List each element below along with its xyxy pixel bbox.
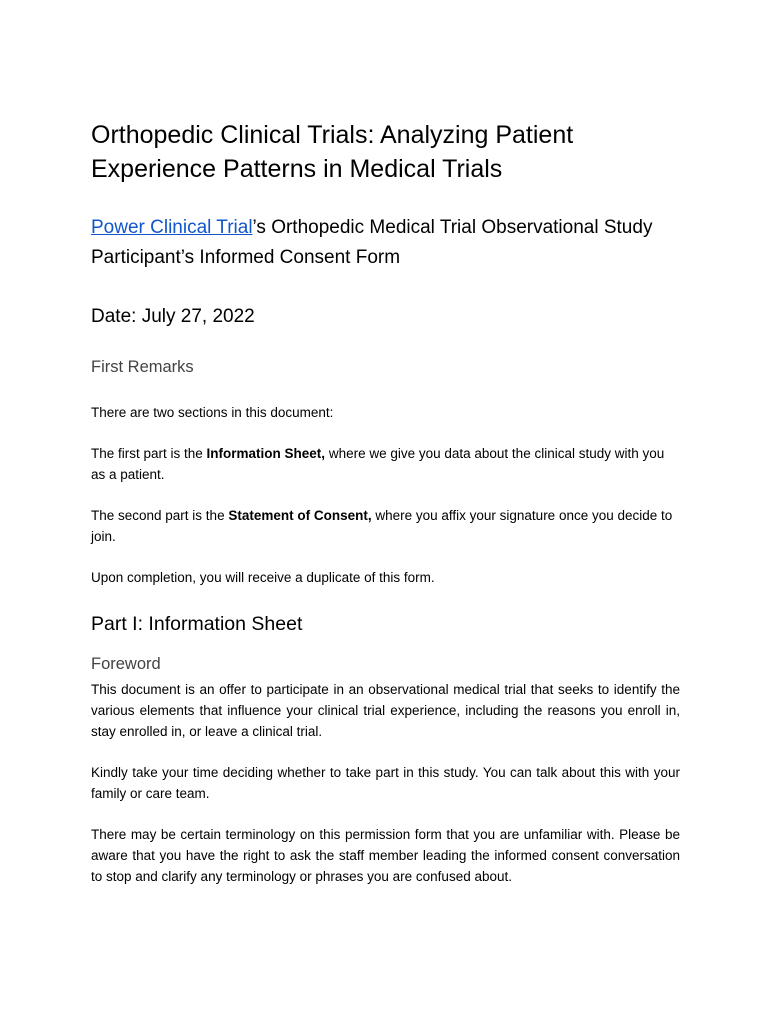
- part-one-bold-label: Information Sheet,: [206, 446, 326, 461]
- part-two-description: [91, 505, 680, 547]
- power-clinical-trial-link[interactable]: Power Clinical Trial: [91, 217, 253, 238]
- part-two-text-before: The second part is the: [91, 508, 229, 523]
- document-date: Date: July 27, 2022: [91, 306, 255, 327]
- foreword-heading: Foreword: [91, 655, 161, 673]
- part-two-bold-label: Statement of Consent,: [228, 508, 372, 523]
- completion-note: Upon completion, you will receive a duplicate of this form.: [91, 570, 435, 585]
- document-title: Orthopedic Clinical Trials: Analyzing Patient Experience Patterns in Medical Trials: [91, 121, 574, 183]
- foreword-paragraph: Kindly take your time deciding whether to take part in this study. You can talk about this with your family or care team.: [91, 765, 680, 801]
- first-remarks-heading: First Remarks: [91, 358, 194, 376]
- part-one-description: [91, 443, 680, 485]
- foreword-paragraph: This document is an offer to participate in an observational medical trial that seeks to identify the various elements that influence your clinical trial experience, including the reasons you enroll in, stay enrolled in, or leave a clinical trial.: [91, 682, 680, 739]
- part-one-text-before: The first part is the: [91, 446, 207, 461]
- document-content: [91, 118, 680, 887]
- part-one-heading: Part I: Information Sheet: [91, 613, 303, 635]
- subtitle-text: ’s Orthopedic Medical Trial Observational Study Participant’s Informed Consent Form: [91, 217, 653, 268]
- foreword-paragraph: There may be certain terminology on this permission form that you are unfamiliar with. Please be aware that you have the right to ask the staff member leading the informed consent conversation to stop and clarify any terminology or phrases you are confused about.: [91, 827, 680, 884]
- sections-intro: There are two sections in this document:: [91, 405, 334, 420]
- part-one-text-after: where we give you data about the clinical study with you as a patient.: [91, 446, 665, 482]
- part-two-text-after: where you affix your signature once you decide to join.: [91, 508, 673, 544]
- document-subtitle: [91, 213, 680, 273]
